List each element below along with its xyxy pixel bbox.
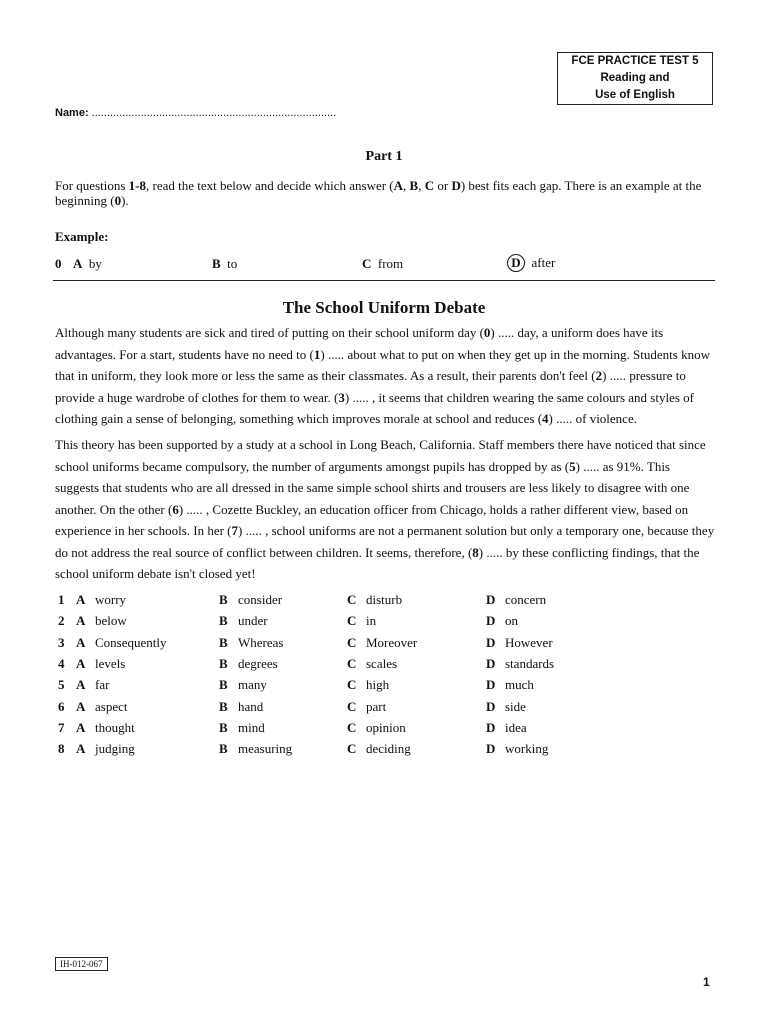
paragraph-2: This theory has been supported by a study at a school in Long Beach, California. Staff members there have noticed that since school uniforms became compulsory, the number of arguments amongst pupils has dropped by as (5) ..... as 91%. This suggests that students who are all dressed in the same simple school shirts and trousers are less likely to disagree with one another. On the other (6) ..... , Cozette Buckley, an education officer from Chicago, holds a rather different view, based on experience in her schools. In her (7) ..... , school uniforms are not a permanent solution but only a temporary one, because they do not address the real source of conflict between children. It seems, therefore, (8) ..... by these conflicting findings, that the school uniform debate isn't closed yet! — [55, 437, 715, 581]
question-row-4: 4 A levels B degrees C scales D standards — [58, 655, 555, 671]
page-number: 1 — [703, 975, 710, 989]
answer-circle: D — [507, 254, 525, 272]
test-subtitle-line1: Reading and — [600, 72, 670, 84]
name-label: Name: — [55, 107, 89, 119]
question-row-1: 1 A worry B consider C disturb D concern — [58, 592, 547, 607]
test-subtitle-line2: Use of English — [595, 89, 675, 101]
example-option-c: C from — [362, 256, 404, 271]
question-row-7: 7 A thought B mind C opinion D idea — [58, 719, 527, 735]
question-row-3: 3 A Consequently B Whereas C Moreover D However — [58, 634, 553, 650]
name-dots: ................................................................................ — [88, 107, 337, 119]
question-row-5: 5 A far B many C high D much — [58, 677, 534, 693]
question-row-8: 8 A judging B measuring C deciding D working — [58, 741, 549, 757]
part-title: Part 1 — [365, 149, 403, 164]
example-label: Example: — [55, 229, 109, 244]
paragraph-1: Although many students are sick and tired of putting on their school uniform day (0) ..... day, a uniform does have its advantages. For a start, students have no need to (1) ..... about what to put on when they get up in the morning. Students know that in uniform, they look more or less the same as their classmates. As a result, their parents don't feel (2) ..... pressure to provide a huge wardrobe of clothes for them to wear. (3) ..... , it seems that children wearing the same colours and styles of clothing gain a sense of belonging, something which improves morale at school and reduces (4) ..... of violence. — [55, 325, 710, 426]
text-title: The School Uniform Debate — [282, 298, 486, 317]
name-field[interactable] — [55, 107, 336, 119]
test-header-box — [557, 52, 713, 105]
example-option-b: B to — [212, 256, 238, 271]
test-title: FCE PRACTICE TEST 5 — [571, 55, 699, 67]
example-option-d-selected: D after — [507, 254, 555, 272]
question-row-6: 6 A aspect B hand C part D side — [58, 698, 526, 714]
divider — [53, 280, 715, 281]
question-row-2: 2 A below B under C in D on — [58, 613, 518, 629]
instructions: For questions 1-8, read the text below and decide which answer (A, B, C or D) best fits each gap. There is an example at the beginning (0). — [55, 178, 702, 208]
example-number: 0 — [55, 256, 62, 271]
example-option-a: A by — [73, 256, 102, 271]
document-code: IH-012-067 — [55, 957, 108, 971]
